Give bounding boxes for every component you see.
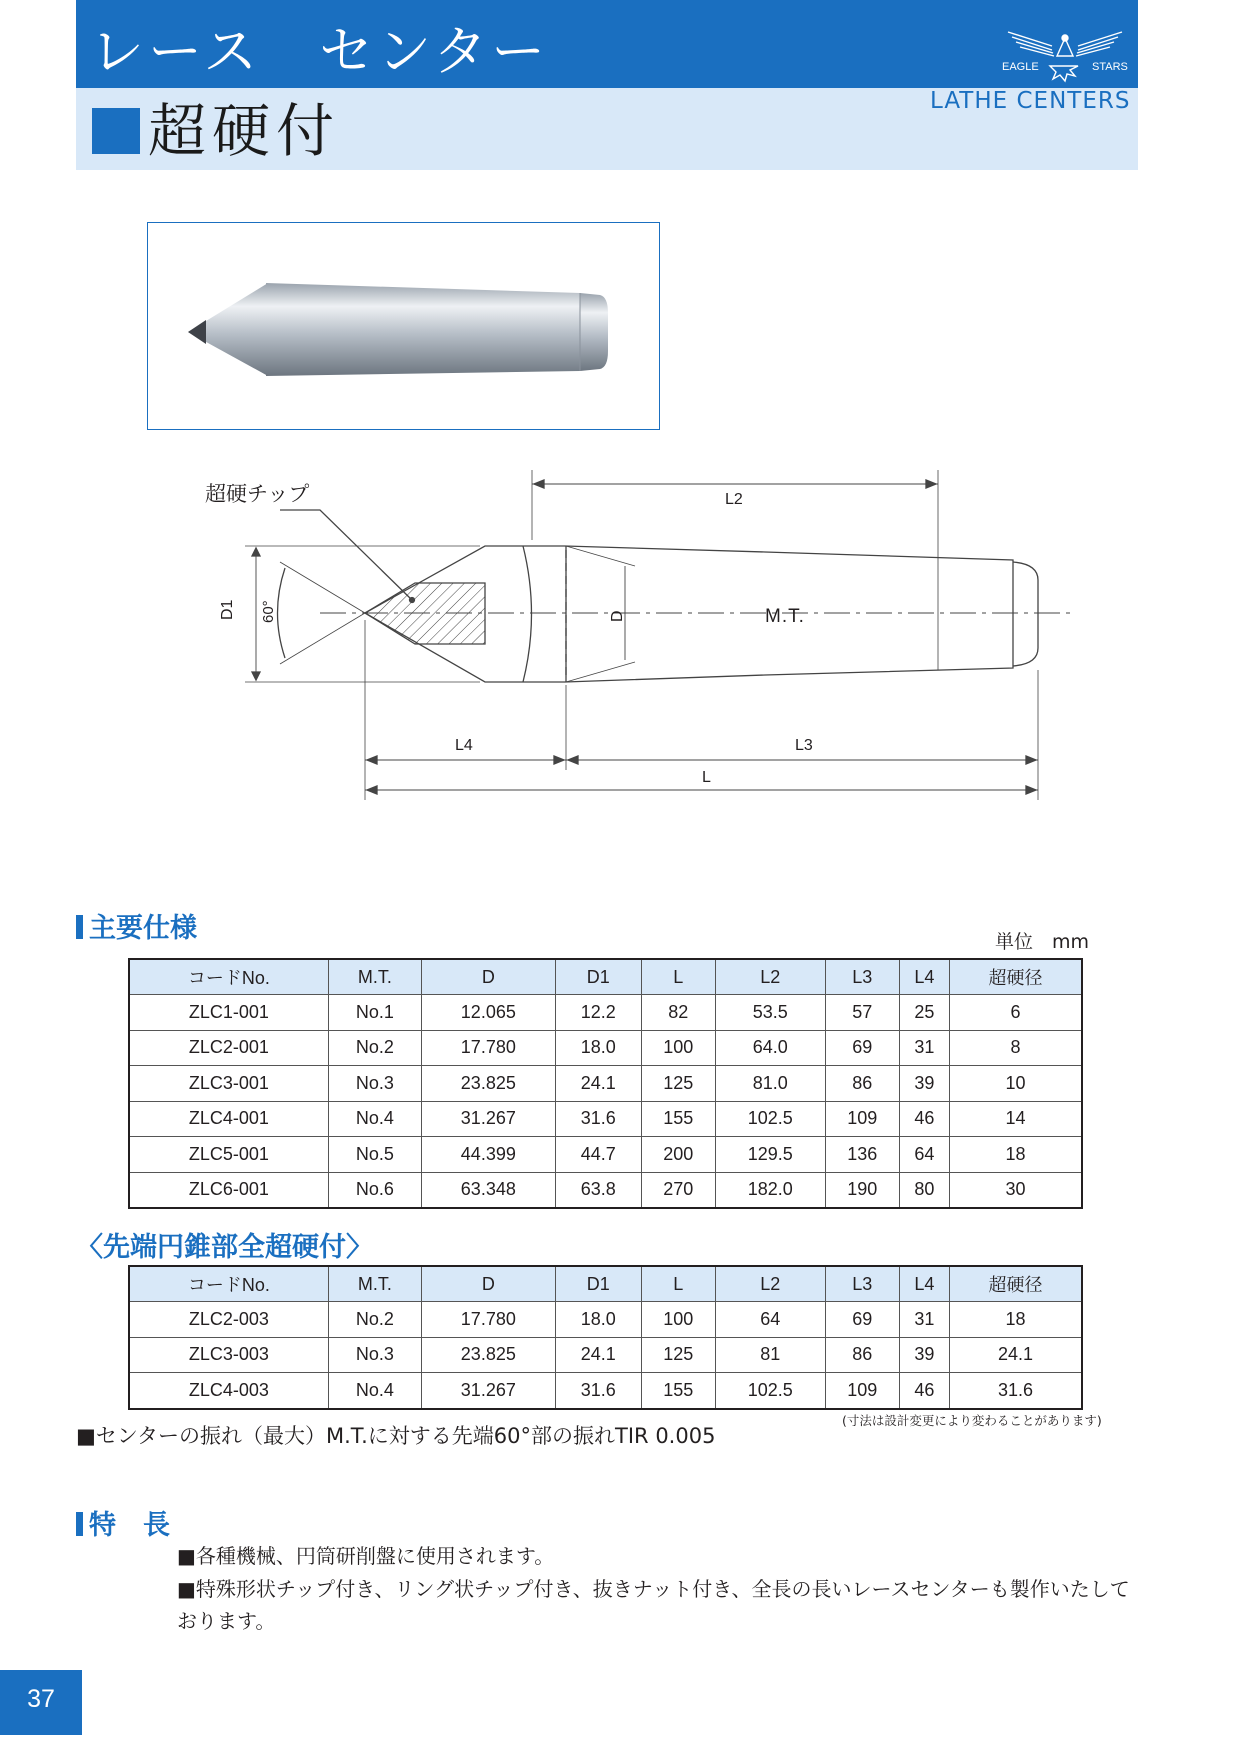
table-cell: 24.1 (949, 1337, 1082, 1373)
table-cell: 24.1 (555, 1337, 641, 1373)
column-header: L2 (715, 959, 825, 995)
logo-text-right: STARS (1092, 61, 1128, 73)
dim-label-mt: M.T. (765, 606, 805, 627)
table-cell: 109 (825, 1373, 899, 1409)
table-cell: 270 (641, 1172, 715, 1208)
table-cell: 125 (641, 1066, 715, 1102)
table-row (129, 1373, 1082, 1409)
table-cell: No.2 (328, 1030, 421, 1066)
subtitle-square-icon (92, 108, 140, 154)
table-cell: 25 (899, 995, 949, 1031)
column-header: D1 (555, 959, 641, 995)
table-cell: 6 (949, 995, 1082, 1031)
page-number: 37 (27, 1685, 55, 1713)
table-cell: 81 (715, 1337, 825, 1373)
spec-table (128, 958, 1083, 1209)
table-cell: 31 (899, 1030, 949, 1066)
full-carbide-table (128, 1265, 1083, 1410)
dim-label-l3: L3 (795, 737, 813, 754)
table-cell: No.4 (328, 1373, 421, 1409)
table-row (129, 1137, 1082, 1173)
column-header: L (641, 1266, 715, 1302)
product-photo (148, 223, 658, 428)
table-cell: ZLC5-001 (129, 1137, 328, 1173)
table-cell: 81.0 (715, 1066, 825, 1102)
table-cell: 129.5 (715, 1137, 825, 1173)
table-cell: 31.6 (555, 1101, 641, 1137)
dim-label-d: D (609, 610, 626, 622)
table-cell: 39 (899, 1066, 949, 1102)
table-header-row (129, 959, 1082, 995)
column-header: L3 (825, 1266, 899, 1302)
heading-bar-icon (76, 1512, 83, 1536)
features-heading: 特 長 (76, 1503, 170, 1542)
carbide-tip-callout: 超硬チップ (205, 483, 310, 506)
table-cell: 8 (949, 1030, 1082, 1066)
product-photo-frame (147, 222, 660, 430)
table-cell: 18.0 (555, 1302, 641, 1338)
table-cell: 12.2 (555, 995, 641, 1031)
table-cell: 200 (641, 1137, 715, 1173)
table-cell: 125 (641, 1337, 715, 1373)
table-cell: ZLC2-003 (129, 1302, 328, 1338)
table-cell: 24.1 (555, 1066, 641, 1102)
column-header: D1 (555, 1266, 641, 1302)
table-cell: 82 (641, 995, 715, 1031)
table-cell: 69 (825, 1302, 899, 1338)
page-title: レース センター (90, 20, 550, 83)
table-cell: 12.065 (421, 995, 555, 1031)
full-carbide-heading: 〈先端円錐部全超硬付〉 (76, 1232, 373, 1263)
table-cell: 17.780 (421, 1302, 555, 1338)
table-cell: 64 (715, 1302, 825, 1338)
feature-item: ■各種機械、円筒研削盤に使用されます。 (177, 1544, 555, 1568)
table-cell: 102.5 (715, 1101, 825, 1137)
table-cell: 136 (825, 1137, 899, 1173)
table-cell: 63.8 (555, 1172, 641, 1208)
unit-label: 単位 mm (995, 931, 1090, 953)
column-header: L4 (899, 959, 949, 995)
column-header: コードNo. (129, 1266, 328, 1302)
table-cell: No.5 (328, 1137, 421, 1173)
table-cell: No.1 (328, 995, 421, 1031)
table-cell: 64 (899, 1137, 949, 1173)
table-header-row (129, 1266, 1082, 1302)
table-row (129, 1066, 1082, 1102)
table-cell: 86 (825, 1066, 899, 1102)
column-header: L4 (899, 1266, 949, 1302)
table-cell: 18 (949, 1302, 1082, 1338)
table-cell: 44.399 (421, 1137, 555, 1173)
dim-label-l2: L2 (725, 491, 743, 508)
table-cell: 14 (949, 1101, 1082, 1137)
table-row (129, 1101, 1082, 1137)
table-cell: No.4 (328, 1101, 421, 1137)
table-cell: 80 (899, 1172, 949, 1208)
feature-item-continued: おります。 (177, 1609, 276, 1633)
dim-label-d1: D1 (219, 599, 236, 620)
table-cell: ZLC1-001 (129, 995, 328, 1031)
eagle-stars-logo (1000, 26, 1130, 84)
table-cell: 109 (825, 1101, 899, 1137)
brand-english-title: LATHE CENTERS (930, 88, 1131, 114)
table-cell: ZLC4-003 (129, 1373, 328, 1409)
column-header: L2 (715, 1266, 825, 1302)
table-cell: 18 (949, 1137, 1082, 1173)
table-cell: 63.348 (421, 1172, 555, 1208)
table-cell: 18.0 (555, 1030, 641, 1066)
page-subtitle: 超硬付 (148, 97, 341, 165)
column-header: 超硬径 (949, 959, 1082, 995)
table-cell: 100 (641, 1030, 715, 1066)
table-cell: 23.825 (421, 1337, 555, 1373)
column-header: 超硬径 (949, 1266, 1082, 1302)
column-header: L3 (825, 959, 899, 995)
table-cell: 46 (899, 1101, 949, 1137)
table-cell: 64.0 (715, 1030, 825, 1066)
column-header: コードNo. (129, 959, 328, 995)
table-cell: 31.6 (949, 1373, 1082, 1409)
table-cell: ZLC4-001 (129, 1101, 328, 1137)
column-header: L (641, 959, 715, 995)
table-cell: No.6 (328, 1172, 421, 1208)
table-cell: 31.6 (555, 1373, 641, 1409)
table-cell: 23.825 (421, 1066, 555, 1102)
table-cell: 190 (825, 1172, 899, 1208)
table-cell: ZLC2-001 (129, 1030, 328, 1066)
table-cell: 182.0 (715, 1172, 825, 1208)
table-cell: 31.267 (421, 1101, 555, 1137)
table-cell: 46 (899, 1373, 949, 1409)
column-header: M.T. (328, 959, 421, 995)
table-cell: ZLC3-001 (129, 1066, 328, 1102)
table-cell: 100 (641, 1302, 715, 1338)
table-cell: 53.5 (715, 995, 825, 1031)
design-change-note: (寸法は設計変更により変わることがあります) (842, 1413, 1102, 1428)
logo-text-left: EAGLE (1002, 61, 1039, 73)
table-cell: 30 (949, 1172, 1082, 1208)
table-row (129, 995, 1082, 1031)
dim-label-l4: L4 (455, 737, 473, 754)
table-cell: ZLC3-003 (129, 1337, 328, 1373)
table-cell: No.3 (328, 1337, 421, 1373)
table-cell: 10 (949, 1066, 1082, 1102)
table-cell: 57 (825, 995, 899, 1031)
table-cell: 102.5 (715, 1373, 825, 1409)
table-cell: 31.267 (421, 1373, 555, 1409)
table-cell: 69 (825, 1030, 899, 1066)
column-header: D (421, 959, 555, 995)
runout-note: ■センターの振れ（最大）M.T.に対する先端60°部の振れTIR 0.005 (76, 1424, 716, 1448)
table-cell: 17.780 (421, 1030, 555, 1066)
table-cell: No.2 (328, 1302, 421, 1338)
column-header: D (421, 1266, 555, 1302)
table-row (129, 1172, 1082, 1208)
table-cell: ZLC6-001 (129, 1172, 328, 1208)
table-cell: 31 (899, 1302, 949, 1338)
technical-drawing (170, 470, 1070, 900)
dim-label-l: L (702, 769, 711, 786)
table-row (129, 1302, 1082, 1338)
table-cell: 39 (899, 1337, 949, 1373)
table-row (129, 1030, 1082, 1066)
table-cell: 155 (641, 1101, 715, 1137)
table-cell: 155 (641, 1373, 715, 1409)
table-cell: 44.7 (555, 1137, 641, 1173)
feature-item: ■特殊形状チップ付き、リング状チップ付き、抜きナット付き、全長の長いレースセンターも製作いたして (177, 1577, 1130, 1601)
table-row (129, 1337, 1082, 1373)
spec-section-heading: 主要仕様 (76, 906, 197, 945)
table-cell: No.3 (328, 1066, 421, 1102)
angle-label: 60° (260, 600, 277, 623)
column-header: M.T. (328, 1266, 421, 1302)
heading-bar-icon (76, 915, 83, 939)
table-cell: 86 (825, 1337, 899, 1373)
